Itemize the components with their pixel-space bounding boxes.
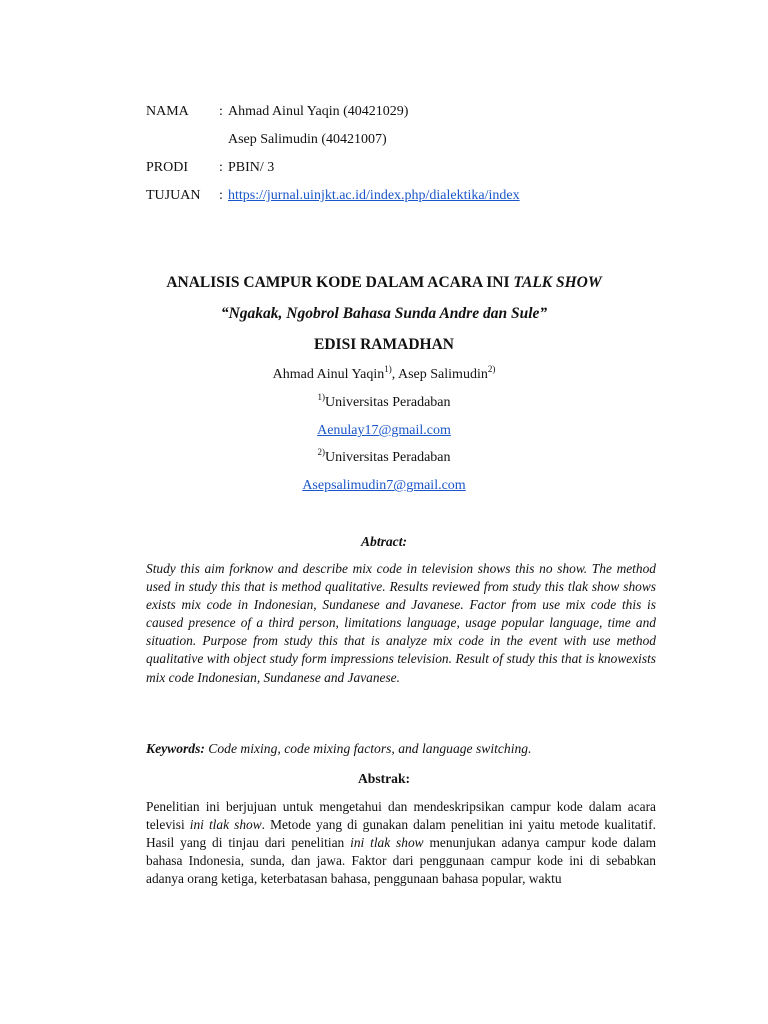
author-1: Ahmad Ainul Yaqin — [272, 367, 385, 382]
affiliation-1-sup: 1) — [317, 392, 325, 402]
paper-title-line1 — [0, 274, 768, 292]
prodi-label: PRODI — [146, 160, 189, 175]
abstract-en-heading: Abtract: — [360, 534, 408, 549]
affiliation-2-name: Universitas Peradaban — [324, 450, 451, 465]
email-2-link[interactable]: Asepsalimudin7@gmail.com — [302, 478, 466, 493]
title-italic-text: TALK SHOW — [513, 274, 602, 291]
email-2-row — [0, 478, 768, 494]
abstract-en-body: Study this aim forknow and describe mix code in television shows this no show. The method used in study this that is method qualitative. Results reviewed from study this tlak show shows exists mix code in Indonesian, Sundanese and Javanese. Factor from use mix code this is caused presence of a third person, limitations language, usage popular language, time and situation. Purpose from study this that is analyze mix code in the event with use method qualitative with object study form impressions television. Result of study this that is knowexists mix code Indonesian, Sundanese and Javanese. — [146, 561, 656, 685]
email-1-row — [0, 423, 768, 439]
tujuan-label: TUJUAN — [146, 188, 201, 203]
abstract-id-italic2: ini tlak show — [350, 835, 424, 851]
email-1-link[interactable]: Aenulay17@gmail.com — [317, 423, 451, 438]
author-2-sup: 2) — [487, 364, 496, 374]
paper-title-line2: “Ngakak, Ngobrol Bahasa Sunda Andre dan Sule” — [220, 305, 548, 322]
affiliation-2 — [0, 447, 768, 466]
abstract-id-part1: Penelitian ini berjujuan untuk mengetahui dan mendeskripsikan campur kode dalam acara televisi — [146, 799, 656, 833]
keywords-label: Keywords: — [146, 741, 205, 756]
abstract-id-part3: menunjukan adanya campur kode dalam bahasa Indonesia, sunda, dan jawa. Faktor dari penggunaan campur kode ini di sebabkan adanya orang ketiga, keterbatasan bahasa, penggunaan bahasa popular, waktu — [146, 835, 657, 887]
nama-label: NAMA — [146, 104, 189, 119]
affiliation-1 — [0, 392, 768, 411]
abstract-id-heading: Abstrak: — [357, 771, 411, 786]
author-line — [0, 364, 768, 383]
author-2: Asep Salimudin — [398, 367, 488, 382]
affiliation-1-name: Universitas Peradaban — [324, 395, 451, 410]
abstract-id-italic1: ini tlak show — [189, 817, 262, 833]
prodi-value: PBIN/ 3 — [228, 160, 275, 175]
keywords-text: Code mixing, code mixing factors, and language switching. — [204, 741, 532, 756]
prodi-separator: : — [219, 160, 223, 175]
journal-link[interactable]: https://jurnal.uinjkt.ac.id/index.php/dialektika/index — [228, 188, 520, 203]
affiliation-2-sup: 2) — [317, 447, 325, 457]
abstract-id-body — [146, 798, 656, 888]
author-separator: , — [391, 367, 398, 382]
keywords-line — [146, 741, 532, 757]
nama-value-2: Asep Salimudin (40421007) — [228, 132, 387, 147]
nama-separator: : — [219, 104, 223, 119]
title-plain-text: ANALISIS CAMPUR KODE DALAM ACARA INI — [166, 274, 514, 291]
nama-value-1: Ahmad Ainul Yaqin (40421029) — [228, 104, 409, 119]
paper-title-line3: EDISI RAMADHAN — [314, 336, 454, 353]
tujuan-separator: : — [219, 188, 223, 203]
author-1-sup: 1) — [384, 364, 392, 374]
abstract-id-part2: . Metode yang di gunakan dalam penelitian ini yaitu metode kualitatif. Hasil yang di tinjau dari penelitian — [146, 817, 656, 851]
